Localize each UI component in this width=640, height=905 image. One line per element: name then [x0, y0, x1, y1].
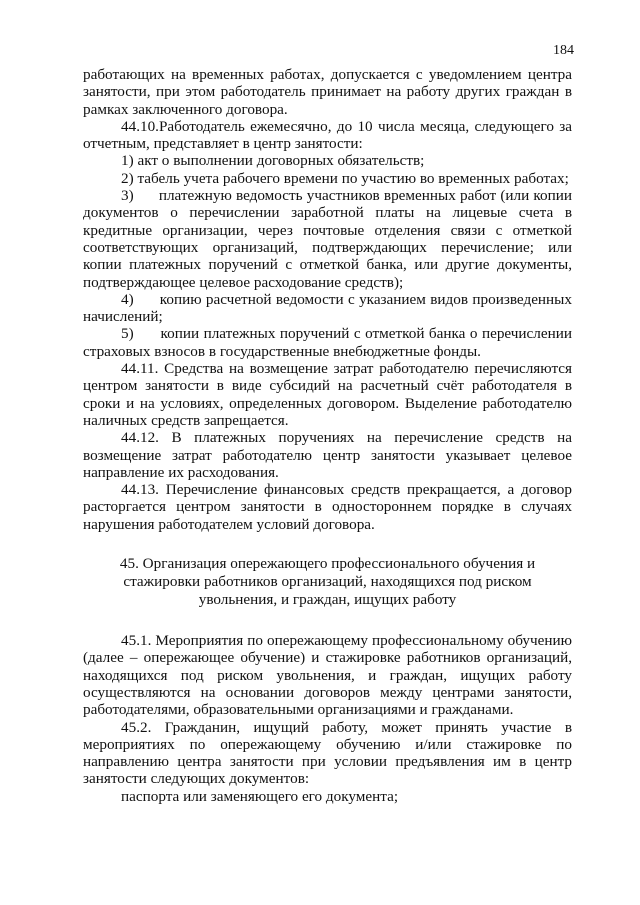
paragraph-p-45-2: 45.2. Гражданин, ищущий работу, может принять участие в мероприятиях по опережающему обучению и/или стажировке по направлению центра занятости при условии предъявления им в центр занятости следующих документов:	[83, 718, 572, 788]
paragraph-p-44-12: 44.12. В платежных поручениях на перечисление средств на возмещение затрат работодателю центр занятости указывает целевое направление их расходования.	[83, 429, 572, 481]
section-45-text	[83, 632, 572, 805]
paragraph-p-item-4: 4) копию расчетной ведомости с указанием видов произведенных начислений;	[83, 290, 572, 326]
paragraph-p-item-2: 2) табель учета рабочего времени по участию во временных работах;	[121, 169, 569, 187]
paragraph-p-doc-passport: паспорта или заменяющего его документа;	[121, 787, 399, 805]
section-heading	[103, 555, 552, 609]
paragraph-p-item-3: 3) платежную ведомость участников временных работ (или копии документов о перечислении заработной платы на лицевые счета в кредитные организации, через почтовые отделения связи с отметкой соответствующих организаций, подтверждающих перечисление; или копии платежных поручений с отметкой банка, или другие документы, подтверждающее целевое расходование средств);	[83, 187, 572, 291]
paragraph-p-item-1: 1) акт о выполнении договорных обязательств;	[121, 152, 425, 170]
page-number: 184	[553, 43, 574, 58]
document-body	[83, 66, 572, 805]
paragraph-p-continuation: работающих на временных работах, допускается с уведомлением центра занятости, при этом работодатель принимает на работу других граждан в рамках заключенного договора.	[83, 66, 572, 118]
paragraph-p-44-10: 44.10.Работодатель ежемесячно, до 10 числа месяца, следующего за отчетным, представляет в центр занятости:	[83, 117, 572, 153]
paragraph-p-item-5: 5) копии платежных поручений с отметкой банка о перечислении страховых взносов в государственные внебюджетные фонды.	[83, 325, 572, 360]
section-heading-line-3: увольнения, и граждан, ищущих работу	[198, 591, 457, 609]
paragraph-p-45-1: 45.1. Мероприятия по опережающему профессиональному обучению (далее – опережающее обучение) и стажировке работников организаций, находящихся под риском увольнения, и граждан, ищущих работу осуществляются на основании договоров между центрами занятости, работодателями, образовательными организациями и гражданами.	[83, 632, 572, 719]
section-44-text	[83, 66, 572, 533]
paragraph-p-44-11: 44.11. Средства на возмещение затрат работодателю перечисляются центром занятости в виде субсидий на расчетный счёт работодателя в сроки и на условиях, определенных договором. Выделение работодателю наличных средств запрещается.	[83, 360, 572, 429]
section-heading-line-2: стажировки работников организаций, находящихся под риском	[123, 573, 532, 591]
paragraph-p-44-13: 44.13. Перечисление финансовых средств прекращается, а договор расторгается центром занятости в одностороннем порядке в случаях нарушения работодателем условий договора.	[83, 481, 572, 533]
section-heading-line-1: 45. Организация опережающего профессионального обучения и	[119, 555, 536, 573]
